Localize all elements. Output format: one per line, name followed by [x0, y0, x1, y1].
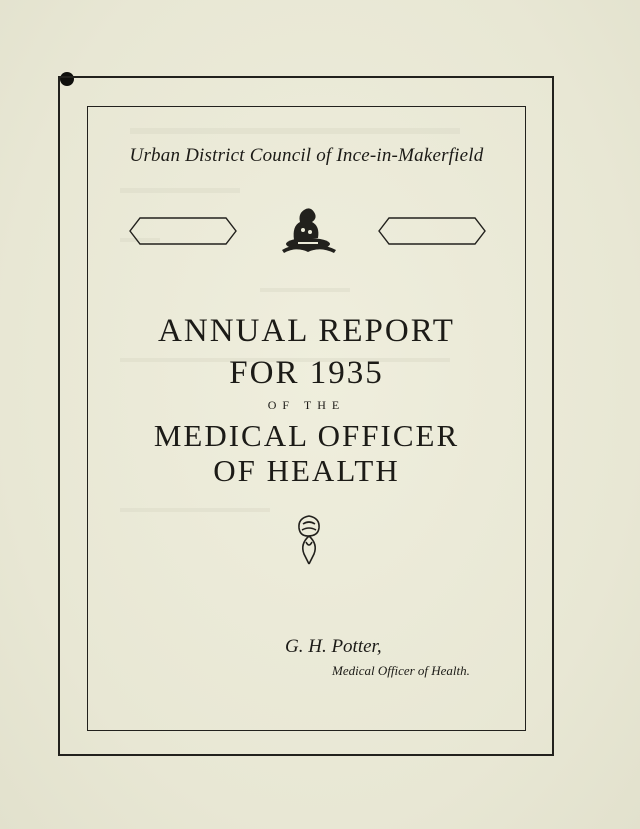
author-name: G. H. Potter,: [285, 636, 382, 657]
cartouche-frame-icon: [128, 216, 238, 246]
report-title-line-1: ANNUAL REPORT: [158, 313, 455, 349]
heraldic-crest-icon: [276, 204, 340, 256]
floral-flourish-icon: [294, 512, 324, 566]
cartouche-frame-icon: [377, 216, 487, 246]
report-title-line-2: FOR 1935: [229, 355, 384, 391]
connector-text: OF THE: [267, 398, 346, 412]
council-name: Urban District Council of Ince-in-Makerfield: [129, 145, 484, 166]
report-title-line-3: MEDICAL OFFICER: [153, 418, 460, 453]
author-title: Medical Officer of Health.: [332, 663, 470, 678]
report-title-line-4: OF HEALTH: [213, 453, 400, 488]
